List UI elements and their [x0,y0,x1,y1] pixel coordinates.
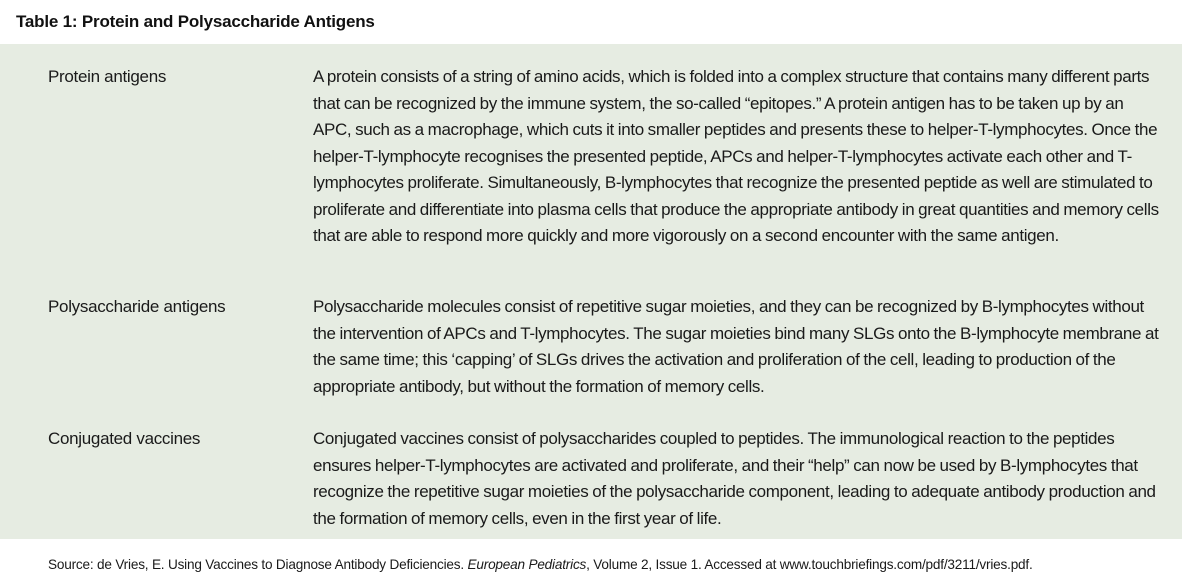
source-suffix: , Volume 2, Issue 1. Accessed at www.touchbriefings.com/pdf/3211/vries.pdf. [586,557,1033,572]
row-description: A protein consists of a string of amino acids, which is folded into a complex structure that contains many different parts that can be recognized by the immune system, the so-called “epitopes.” A protein antigen has to be taken up by an APC, such as a macrophage, which cuts it into smaller peptides and presents these to helper-T-lymphocytes. Once the helper-T-lymphocyte recognises the presented peptide, APCs and helper-T-lymphocytes activate each other and T-lymphocytes proliferate. Simultaneously, B-lymphocytes that recognize the presented peptide as well are stimulated to proliferate and differentiate into plasma cells that produce the appropriate antibody in great quantities and memory cells that are able to respond more quickly and more vigorously on a second encounter with the same antigen. [313,67,1159,245]
row-description: Conjugated vaccines consist of polysaccharides coupled to peptides. The immunological reaction to the peptides ensures helper-T-lymphocytes are activated and proliferate, and their “help” can now be used by B-lymphocytes that recognize the repetitive sugar moieties of the polysaccharide component, leading to adequate antibody production and the formation of memory cells, even in the first year of life. [313,429,1156,528]
source-prefix: Source: de Vries, E. Using Vaccines to Diagnose Antibody Deficiencies. [48,557,468,572]
row-label: Conjugated vaccines [48,429,201,448]
source-journal: European Pediatrics [467,557,587,572]
table-title: Table 1: Protein and Polysaccharide Antigens [16,12,375,31]
row-label: Protein antigens [48,67,167,86]
source-citation [48,557,1033,572]
row-label: Polysaccharide antigens [48,297,226,316]
table-body [0,44,1182,539]
row-description: Polysaccharide molecules consist of repetitive sugar moieties, and they can be recognized by B-lymphocytes without the intervention of APCs and T-lymphocytes. The sugar moieties bind many SLGs onto the B-lymphocyte membrane at the same time; this ‘capping’ of SLGs drives the activation and proliferation of the cell, leading to production of the appropriate antibody, but without the formation of memory cells. [313,297,1159,396]
